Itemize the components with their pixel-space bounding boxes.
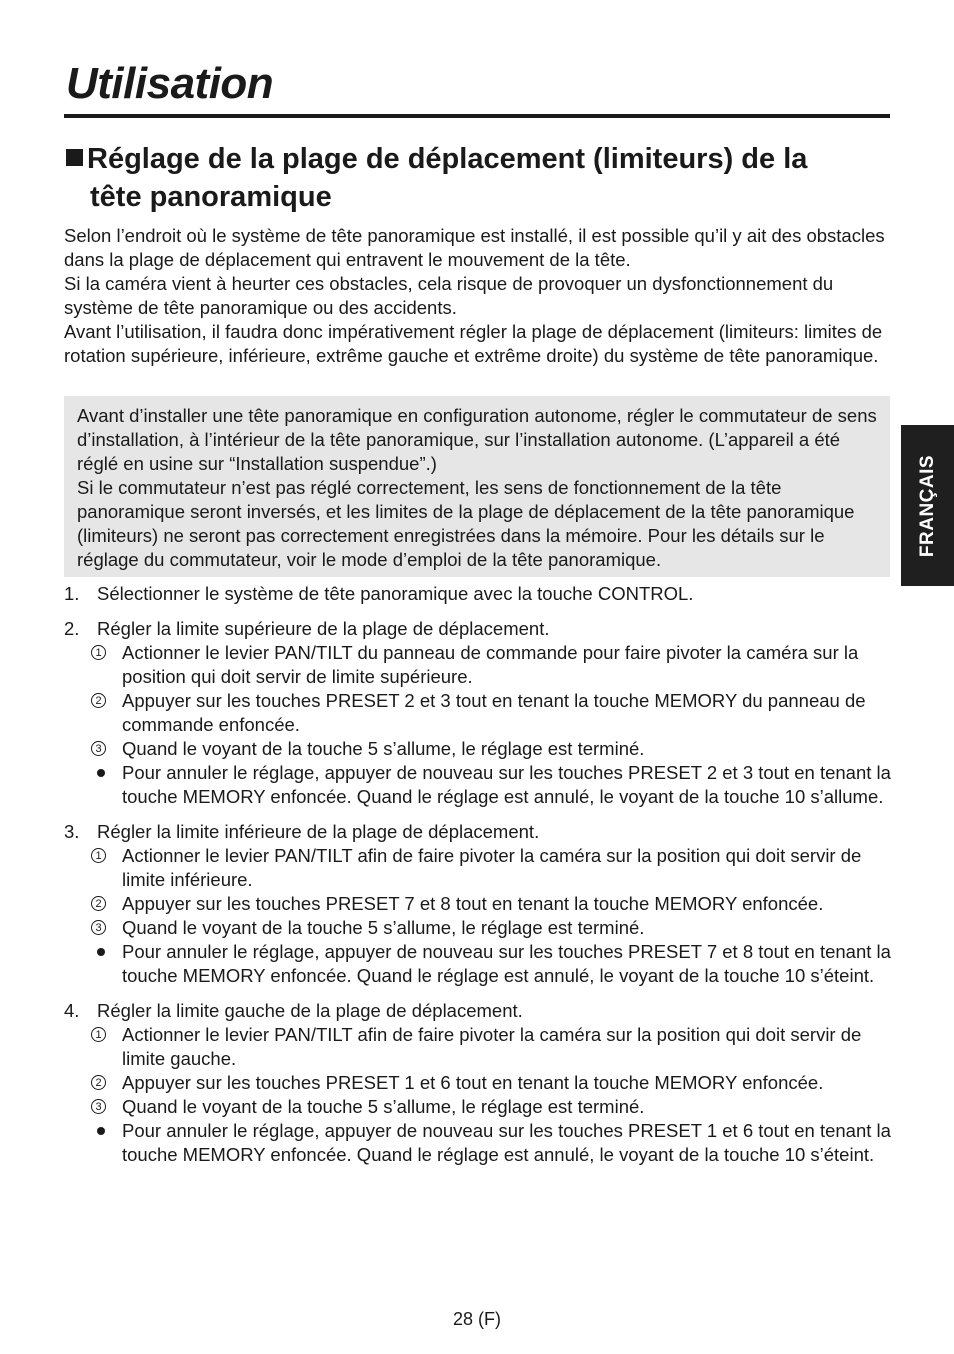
step-number: 2.	[64, 618, 80, 639]
bullet-dot-icon	[97, 948, 105, 956]
step-text: Régler la limite supérieure de la plage de déplacement.	[97, 618, 550, 639]
sub-step-text: Actionner le levier PAN/TILT afin de faire pivoter la caméra sur la position qui doit servir de limite gauche.	[122, 1024, 862, 1069]
sub-step-text: Quand le voyant de la touche 5 s’allume, le réglage est terminé.	[122, 1096, 645, 1117]
sub-step	[64, 689, 894, 737]
step-number: 3.	[64, 821, 80, 842]
section-heading-line2: tête panoramique	[90, 181, 332, 213]
circled-number-icon: 3	[91, 920, 106, 935]
note-paragraph: Avant d’installer une tête panoramique en configuration autonome, régler le commutateur de sens d’installation, à l’intérieur de la tête panoramique, sur l’installation autonome. (L’appareil a été réglé en usine sur “Installation suspendue”.)	[77, 405, 877, 474]
step-heading	[64, 999, 894, 1023]
section-heading	[64, 140, 894, 216]
bullet-note-text: Pour annuler le réglage, appuyer de nouveau sur les touches PRESET 1 et 6 tout en tenant la touche MEMORY enfoncée. Quand le réglage est annulé, le voyant de la touche 10 s’éteint.	[122, 1120, 891, 1165]
step-number: 4.	[64, 1000, 80, 1021]
step-2	[64, 617, 894, 809]
step-text: Régler la limite gauche de la plage de déplacement.	[97, 1000, 523, 1021]
step-3	[64, 820, 894, 988]
sub-step	[64, 1095, 894, 1119]
bullet-note	[64, 761, 894, 809]
sub-step	[64, 737, 894, 761]
circled-number-icon: 1	[91, 848, 106, 863]
bullet-dot-icon	[97, 769, 105, 777]
sub-step-text: Appuyer sur les touches PRESET 7 et 8 tout en tenant la touche MEMORY enfoncée.	[122, 893, 824, 914]
intro-paragraph: Selon l’endroit où le système de tête panoramique est installé, il est possible qu’il y ait des obstacles dans la plage de déplacement qui entravent le mouvement de la tête.	[64, 225, 885, 270]
sub-step	[64, 844, 894, 892]
circled-number-icon: 3	[91, 741, 106, 756]
step-1	[64, 582, 894, 606]
sub-step-text: Quand le voyant de la touche 5 s’allume, le réglage est terminé.	[122, 738, 645, 759]
circled-number-icon: 2	[91, 896, 106, 911]
step-number: 1.	[64, 583, 80, 604]
circled-number-icon: 3	[91, 1099, 106, 1114]
step-text: Sélectionner le système de tête panoramique avec la touche CONTROL.	[97, 583, 694, 604]
sub-step-text: Appuyer sur les touches PRESET 1 et 6 tout en tenant la touche MEMORY enfoncée.	[122, 1072, 824, 1093]
bullet-note	[64, 1119, 894, 1167]
sub-step-text: Quand le voyant de la touche 5 s’allume, le réglage est terminé.	[122, 917, 645, 938]
intro-paragraph: Si la caméra vient à heurter ces obstacles, cela risque de provoquer un dysfonctionnement du système de tête panoramique ou des accidents.	[64, 273, 834, 318]
page-number: 28 (F)	[452, 1309, 501, 1329]
square-bullet-icon	[66, 149, 83, 166]
circled-number-icon: 1	[91, 1027, 106, 1042]
step-heading	[64, 820, 894, 844]
sub-step-text: Appuyer sur les touches PRESET 2 et 3 tout en tenant la touche MEMORY du panneau de commande enfoncée.	[122, 690, 866, 735]
intro-paragraph: Avant l’utilisation, il faudra donc impérativement régler la plage de déplacement (limiteurs: limites de rotation supérieure, inférieure, extrême gauche et extrême droite) du système de tête panoramique.	[64, 321, 883, 366]
circled-number-icon: 1	[91, 645, 106, 660]
circled-number-icon: 2	[91, 693, 106, 708]
note-box	[64, 396, 890, 577]
bullet-note	[64, 940, 894, 988]
bullet-note-text: Pour annuler le réglage, appuyer de nouveau sur les touches PRESET 7 et 8 tout en tenant la touche MEMORY enfoncée. Quand le réglage est annulé, le voyant de la touche 10 s’éteint.	[122, 941, 891, 986]
language-side-tab	[901, 425, 954, 586]
title-rule	[64, 114, 890, 118]
section-heading-line1: Réglage de la plage de déplacement (limiteurs) de la	[87, 143, 808, 175]
page-title: Utilisation	[66, 59, 274, 108]
sub-step	[64, 916, 894, 940]
sub-step	[64, 892, 894, 916]
step-text: Régler la limite inférieure de la plage de déplacement.	[97, 821, 540, 842]
intro-text	[64, 224, 892, 368]
step-heading	[64, 582, 894, 606]
steps-list	[64, 582, 894, 1167]
sub-step-text: Actionner le levier PAN/TILT du panneau de commande pour faire pivoter la caméra sur la position qui doit servir de limite supérieure.	[122, 642, 859, 687]
step-4	[64, 999, 894, 1167]
sub-step	[64, 641, 894, 689]
step-heading	[64, 617, 894, 641]
circled-number-icon: 2	[91, 1075, 106, 1090]
sub-step	[64, 1023, 894, 1071]
language-label: FRANÇAIS	[916, 454, 938, 557]
sub-step	[64, 1071, 894, 1095]
note-paragraph: Si le commutateur n’est pas réglé correctement, les sens de fonctionnement de la tête panoramique seront inversés, et les limites de la plage de déplacement de la tête panoramique (limiteurs) ne seront pas correctement enregistrées dans la mémoire. Pour les détails sur le réglage du commutateur, voir le mode d’emploi de la tête panoramique.	[77, 477, 855, 570]
bullet-dot-icon	[97, 1127, 105, 1135]
sub-step-text: Actionner le levier PAN/TILT afin de faire pivoter la caméra sur la position qui doit servir de limite inférieure.	[122, 845, 862, 890]
bullet-note-text: Pour annuler le réglage, appuyer de nouveau sur les touches PRESET 2 et 3 tout en tenant la touche MEMORY enfoncée. Quand le réglage est annulé, le voyant de la touche 10 s’allume.	[122, 762, 891, 807]
